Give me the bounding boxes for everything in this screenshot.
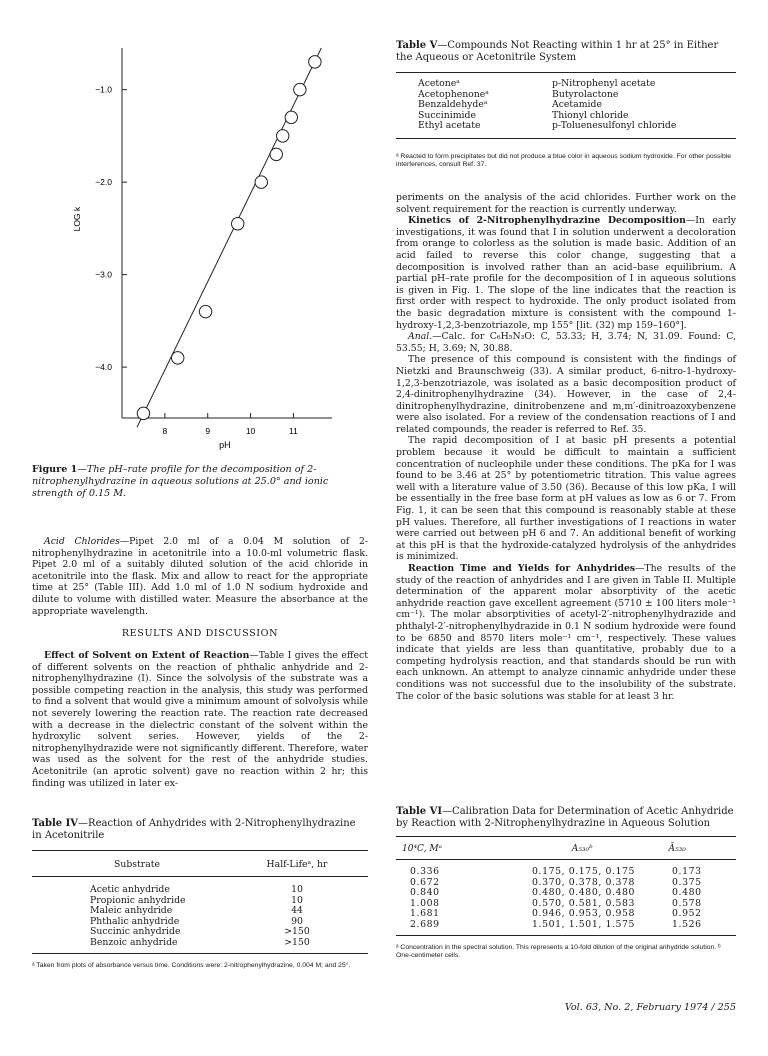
x-tick-label: 9 <box>205 426 211 436</box>
table-vi-label: Table VI <box>396 806 443 817</box>
x-tick-label: 8 <box>162 426 168 436</box>
reaction-text: —The results of the study of the reaction of anhydrides and I are given in Table II. Multiple determination of the apparent molar absorptivity of the acetic anhydride reaction gave excellent agreement (5710 ± 100 liters mole⁻¹ cm⁻¹). The molar absorptivities of acetyl-2′-nitrophenylhydrazide and phthalyl-2′-nitrophenylhydrazide in 0.1 N sodium hydroxide were found to be 6850 and 8570 liters mole⁻¹ cm⁻¹, respectively. These values indicate that yields are less than quantitative, probably due to a competing hydrolysis reaction, and that standards should be run with each unknown. An attempt to analyze cinnamic anhydride under these conditions was not successful due to the insolubility of the substrate. The color of the basic solutions was stable for at least 3 hr. <box>396 563 737 702</box>
list-item: Benzaldehydeᵃ <box>418 99 488 111</box>
data-point <box>137 407 149 419</box>
table-vi-cell-absorbance: 0.480, 0.480, 0.480 <box>532 887 636 899</box>
acid-chlorides-text: —Pipet 2.0 ml of a 0.04 M solution of 2-nitrophenylhydrazine in acetonitrile into a 10.0-ml volumetric flask. Pipet 2.0 ml of a suitably diluted solution of the acid chloride in acetonitrile into the flask. Mix and allow to react for the appropriate time at 25° (Table III). Add 1.0 ml of 1.0 N sodium hydroxide and dilute to volume with distilled water. Measure the absorbance at the appropriate wavelength. <box>32 536 369 617</box>
table-iv-cell-half-life: >150 <box>284 926 310 938</box>
table-vi-cell-conc: 1.008 <box>410 897 440 909</box>
table-row <box>32 896 368 907</box>
table-iv-header-half-life: Half-Lifeᵃ, hr <box>266 859 328 870</box>
table-row <box>32 927 368 938</box>
figure-caption <box>32 464 368 499</box>
x-axis-label: pH <box>219 440 231 450</box>
data-point <box>232 218 244 230</box>
data-point <box>277 130 289 142</box>
para-continued: periments on the analysis of the acid chlorides. Further work on the solvent requirement for the reaction is currently underway. <box>396 192 736 215</box>
table-vi <box>396 806 736 960</box>
table-iv-cell-substrate: Benzoic anhydride <box>90 936 178 948</box>
table-iv-cell-half-life: >150 <box>284 936 310 948</box>
table-vi-title-text: —Calibration Data for Determination of Acetic Anhydride by Reaction with 2-Nitrophenylhydrazine in Aqueous Solution <box>396 806 734 829</box>
table-row <box>32 906 368 917</box>
y-tick-label: −2.0 <box>95 177 112 188</box>
acid-chlorides-paragraph <box>32 536 368 617</box>
table-vi-cell-conc: 0.336 <box>410 866 440 877</box>
data-point <box>270 148 282 160</box>
para-presence: The presence of this compound is consistent with the findings of Nietzki and Braunschweig (33). A similar product, 6-nitro-1-hydroxy-1,2,3-benzotriazole, was isolated as a basic decomposition product of 2,4-dinitrophenylhydrazine (34). However, in the case of 2,4-dinitrophenylhydrazine, dinitrobenzene and m,m′-dinitroazoxybenzene were also isolated. For a review of the condensation reactions of I and related compounds, the reader is referred to Ref. 35. <box>396 354 736 435</box>
list-item: Acetophenoneᵃ <box>418 88 489 100</box>
ph-rate-chart <box>32 30 368 450</box>
table-v-title <box>396 40 736 64</box>
data-point <box>285 111 297 123</box>
table-vi-footnote: ᵃ Concentration in the spectral solution. This represents a 10-fold dilution of the original anhydride solution. ᵇ One-centimeter cells. <box>396 943 721 959</box>
kinetics-label: Kinetics of 2-Nitrophenylhydrazine Decomposition <box>408 215 686 227</box>
table-vi-cell-conc: 1.681 <box>410 908 440 920</box>
table-iv-cell-substrate: Maleic anhydride <box>90 905 173 917</box>
right-text-block <box>396 192 736 702</box>
table-iv-cell-half-life: 44 <box>291 905 303 917</box>
list-item: Succinimide <box>418 109 476 121</box>
list-item: p-Nitrophenyl acetate <box>552 78 656 89</box>
data-point <box>309 56 321 68</box>
table-iv-cell-half-life: 10 <box>291 884 303 895</box>
table-iv-cell-substrate: Acetic anhydride <box>90 884 170 895</box>
table-iv-body <box>32 877 368 953</box>
anal-label: Anal. <box>408 331 433 343</box>
table-vi-cell-absorbance: 0.175, 0.175, 0.175 <box>532 866 636 877</box>
table-iv-label: Table IV <box>32 818 79 829</box>
table-row <box>32 917 368 928</box>
table-v-body <box>396 73 736 138</box>
reaction-label: Reaction Time and Yields for Anhydrides <box>408 563 636 574</box>
data-point <box>199 305 211 317</box>
y-tick-label: −1.0 <box>95 84 112 95</box>
list-item: Butyrolactone <box>552 88 619 100</box>
table-vi-cell-mean: 1.526 <box>672 918 702 930</box>
table-vi-header-absorbance: A₅₃₀ᵇ <box>571 844 593 854</box>
table-row <box>32 938 368 949</box>
data-point <box>294 83 306 95</box>
table-vi-cell-mean: 0.173 <box>672 866 702 877</box>
table-iv-cell-substrate: Succinic anhydride <box>90 926 181 938</box>
table-vi-header-mean: Ā₅₃₀ <box>668 844 686 854</box>
table-iv-cell-half-life: 10 <box>291 894 303 906</box>
acid-chlorides-label: Acid Chlorides <box>44 536 120 547</box>
table-vi-body <box>396 860 736 935</box>
table-v-title-text: —Compounds Not Reacting within 1 hr at 25° in Either the Aqueous or Acetonitrile System <box>396 40 719 63</box>
fit-line <box>137 48 321 427</box>
list-item: Acetamide <box>552 99 602 111</box>
table-vi-title <box>396 806 736 830</box>
effect-label: Effect of Solvent on Extent of Reaction <box>44 650 250 661</box>
table-vi-cell-conc: 2.689 <box>410 918 440 930</box>
x-tick-label: 11 <box>289 426 298 436</box>
y-tick-label: −4.0 <box>95 362 112 373</box>
table-vi-cell-absorbance: 0.370, 0.378, 0.378 <box>532 876 636 888</box>
x-tick-label: 10 <box>245 426 256 436</box>
y-axis-label: LOG k <box>72 206 82 232</box>
table-iv-header-substrate: Substrate <box>113 859 161 870</box>
table-row <box>396 920 736 931</box>
list-item: Ethyl acetate <box>418 120 481 132</box>
anal-text: —Calc. for C₆H₅N₃O: C, 53.33; H, 3.74; N, 31.09. Found: C, 53.55; H, 3.69; N, 30.88. <box>396 331 736 354</box>
table-vi-cell-conc: 0.840 <box>410 887 440 899</box>
table-vi-cell-conc: 0.672 <box>410 876 440 888</box>
table-iv <box>32 818 368 970</box>
table-iv-cell-half-life: 90 <box>291 915 303 927</box>
table-v-column-2 <box>552 79 732 132</box>
table-v-label: Table V <box>396 40 438 51</box>
data-point <box>172 352 184 364</box>
section-heading: RESULTS AND DISCUSSION <box>121 628 279 639</box>
effect-paragraph <box>32 650 368 789</box>
kinetics-text: —In early investigations, it was found that I in solution underwent a decoloration from orange to colorless as the solution is made basic. Addition of an acid failed to reverse this color change, suggesting that a decomposition is involved rather than an acid–base equilibrium. A partial pH–rate profile for the decomposition of I in aqueous solutions is given in Fig. 1. The slope of the line indicates that the reaction is first order with respect to hydroxide. The only product isolated from the basic degradation mixture is consistent with the compound 1-hydroxy-1,2,3-benzotriazole, mp 155° [lit. (32) mp 159–160°]. <box>396 215 736 331</box>
effect-text: —Table I gives the effect of different solvents on the reaction of phthalic anhydride and 2-nitrophenylhydrazine (I). Since the solvolysis of the substrate was a possible competing reaction in the analysis, this study was performed to find a solvent that would give a minimum amount of solvolysis while not severely lowering the reaction rate. The reaction rate decreased with a decrease in the dielectric constant of the solvent within the hydroxylic solvent series. However, yields of the 2-nitrophenylhydrazide were not significantly different. Therefore, water was used as the solvent for the rest of the anhydride studies. Acetonitrile (an aprotic solvent) gave no reaction within 2 hr; this finding was utilized in later ex- <box>32 650 368 789</box>
table-iv-footnote: ᵃ Taken from plots of absorbance versus time. Conditions were: 2-nitrophenylhydrazine, 0.004 M; and 25°. <box>32 961 351 969</box>
data-point <box>255 176 267 188</box>
table-row <box>32 885 368 896</box>
page-footer: Vol. 63, No. 2, February 1974 / 255 <box>564 1002 736 1013</box>
list-item: p-Toluenesulfonyl chloride <box>552 120 677 132</box>
y-tick-label: −3.0 <box>95 269 112 280</box>
table-iv-cell-substrate: Propionic anhydride <box>90 894 186 906</box>
table-vi-cell-absorbance: 1.501, 1.501, 1.575 <box>532 918 636 930</box>
table-iv-title-text: —Reaction of Anhydrides with 2-Nitrophenylhydrazine in Acetonitrile <box>32 818 356 841</box>
list-item: Thionyl chloride <box>552 109 629 121</box>
table-vi-header-conc: 10⁴C, Mᵃ <box>402 844 442 854</box>
table-vi-cell-mean: 0.952 <box>672 908 702 920</box>
table-vi-cell-mean: 0.480 <box>672 887 702 899</box>
table-iv-header <box>32 851 368 876</box>
table-iv-cell-substrate: Phthalic anhydride <box>90 915 180 927</box>
table-vi-cell-absorbance: 0.946, 0.953, 0.958 <box>532 908 636 920</box>
table-v-footnote: ᵃ Reacted to form precipitates but did not produce a blue color in aqueous sodium hydroxide. For other possible interferences, consult Ref. 37. <box>396 152 732 169</box>
table-vi-cell-absorbance: 0.570, 0.581, 0.583 <box>532 897 636 909</box>
list-item: Acetoneᵃ <box>418 78 460 89</box>
table-vi-cell-mean: 0.375 <box>672 876 702 888</box>
table-vi-cell-mean: 0.578 <box>672 897 702 909</box>
table-iv-title <box>32 818 368 842</box>
table-v <box>396 40 736 170</box>
figure-label: Figure 1 <box>32 464 78 475</box>
table-vi-header <box>396 837 736 859</box>
figure-caption-text: —The pH–rate profile for the decomposition of 2-nitrophenylhydrazine in aqueous solutions at 25.0° and ionic strength of 0.15 M. <box>32 464 329 499</box>
table-row <box>396 867 736 878</box>
para-rapid: The rapid decomposition of I at basic pH presents a potential problem because it would be difficult to maintain a sufficient concentration of nucleophile under these conditions. The pKa for I was found to be 3.46 at 25° by potentiometric titration. This value agrees well with a literature value of 3.50 (36). Because of this low pKa, I will be essentially in the free base form at pH values as low as 6 or 7. From Fig. 1, it can be seen that this compound is reasonably stable at these pH values. Therefore, all further investigations of I reactions in water were carried out between pH 6 and 7. An additional benefit of working at this pH is that the hydroxide-catalyzed hydrolysis of the anhydrides is minimized. <box>396 435 736 563</box>
table-v-column-1 <box>418 79 552 132</box>
